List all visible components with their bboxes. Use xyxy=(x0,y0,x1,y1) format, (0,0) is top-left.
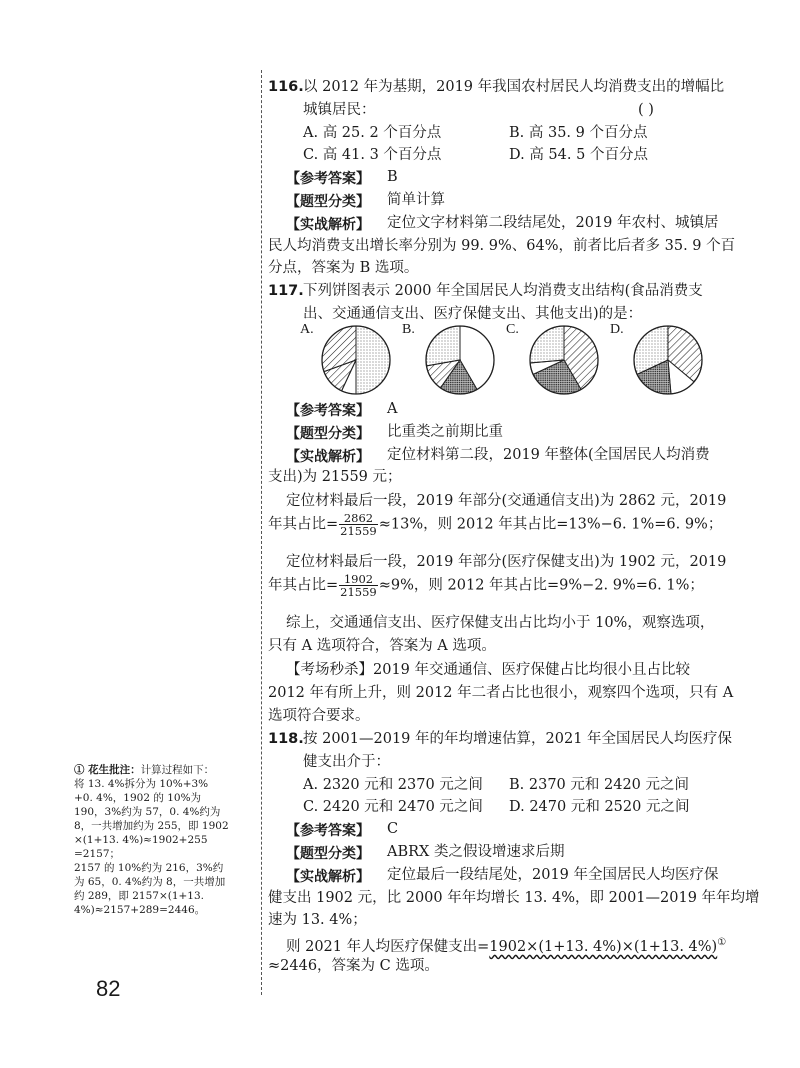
analysis-text: 综上，交通通信支出、医疗保健支出占比均小于 10%，观察选项， xyxy=(286,615,715,631)
analysis-text: 定位材料最后一段，2019 年部分(交通通信支出)为 2862 元，2019 xyxy=(286,493,727,509)
analysis-tag: 【实战解析】 xyxy=(286,449,370,465)
question-stem: 下列饼图表示 2000 年全国居民人均消费支出结构(食品消费支 xyxy=(303,283,703,299)
answer-tag: 【参考答案】 xyxy=(286,403,370,419)
option-a: A. 2320 元和 2370 元之间 xyxy=(303,777,483,793)
pie-chart-d xyxy=(634,326,702,394)
question-stem: 出、交通通信支出、医疗保健支出、其他支出)的是： xyxy=(303,306,643,322)
option-label-a: A. xyxy=(300,322,314,337)
annotation-title: ① 花生批注： xyxy=(74,764,141,776)
annotation-line: ×(1+13. 4%)≈1902+255 xyxy=(74,834,208,846)
question-stem: 城镇居民： xyxy=(303,102,376,118)
question-stem: 按 2001—2019 年的年均增速估算，2021 年全国居民人均医疗保 xyxy=(303,731,733,747)
question-stem: 健支出介于： xyxy=(303,754,390,770)
type-tag: 【题型分类】 xyxy=(286,426,370,442)
fraction-numerator: 1902 xyxy=(339,573,378,586)
analysis-text: 支出)为 21559 元； xyxy=(268,469,402,485)
option-label-b: B. xyxy=(402,322,415,337)
analysis-text: 健支出 1902 元，比 2000 年年均增长 13. 4%，即 2001—2019 年年均增 xyxy=(268,890,760,906)
formula-suffix: ≈9%，则 2012 年其占比=9%−2. 9%=6. 1%； xyxy=(378,577,704,594)
annotation-line: +0. 4%，1902 的 10%为 xyxy=(74,792,202,804)
pie-slice xyxy=(530,326,564,363)
annotation-line: 约 289，即 2157×(1+13. xyxy=(74,890,205,902)
footnote-marker: ① xyxy=(717,937,727,948)
analysis-text: 定位材料第二段，2019 年整体(全国居民人均消费 xyxy=(387,447,710,463)
formula-prefix: 年其占比= xyxy=(268,516,339,533)
annotation-line: 为 65，0. 4%约为 8，一共增加 xyxy=(74,876,226,888)
type-value: 比重类之前期比重 xyxy=(387,424,503,440)
question-number: 116. xyxy=(268,79,304,95)
answer-parenthesis: ( ) xyxy=(638,102,654,118)
calc-prefix: 则 2021 年人均医疗保健支出= xyxy=(286,938,490,955)
analysis-text: 民人均消费支出增长率分别为 99. 9%、64%，前者比后者多 35. 9 个百 xyxy=(268,238,736,254)
answer-tag: 【参考答案】 xyxy=(286,823,370,839)
answer-value: A xyxy=(387,401,398,417)
annotation-line: 190，3%约为 57，0. 4%约为 xyxy=(74,806,221,818)
option-b: B. 高 35. 9 个百分点 xyxy=(509,125,648,141)
quick-tip: 【考场秒杀】2019 年交通通信、医疗保健占比均很小且占比较 xyxy=(286,662,691,678)
fraction-denominator: 21559 xyxy=(340,524,377,538)
pie-chart-b xyxy=(426,326,494,394)
annotation-line: 8，一共增加约为 255，即 1902 xyxy=(74,820,229,832)
side-annotation xyxy=(74,763,256,917)
fraction xyxy=(339,512,378,537)
answer-value: C xyxy=(387,821,399,837)
formula-prefix: 年其占比= xyxy=(268,577,339,594)
fraction xyxy=(339,573,378,598)
option-d: D. 2470 元和 2520 元之间 xyxy=(509,799,690,815)
analysis-text: 定位材料最后一段，2019 年部分(医疗保健支出)为 1902 元，2019 xyxy=(286,554,727,570)
analysis-text: 速为 13. 4%； xyxy=(268,912,367,928)
option-d: D. 高 54. 5 个百分点 xyxy=(509,147,648,163)
answer-value: B xyxy=(387,169,398,185)
fraction-denominator: 21559 xyxy=(340,585,377,599)
annotation-line: =2157； xyxy=(74,848,121,860)
pie-chart-options xyxy=(300,322,720,402)
margin-divider xyxy=(261,70,262,995)
formula-line xyxy=(268,512,722,537)
quick-tip: 选项符合要求。 xyxy=(268,708,370,724)
annotation-line: 2157 的 10%约为 216，3%约 xyxy=(74,862,224,874)
annotation-line: 4%)≈2157+289=2446。 xyxy=(74,904,206,916)
pie-slice xyxy=(426,326,460,366)
calc-expression: 1902×(1+13. 4%)×(1+13. 4%) xyxy=(489,938,718,955)
pie-chart-a xyxy=(322,326,390,394)
option-label-c: C. xyxy=(506,322,519,337)
question-number: 118. xyxy=(268,731,304,747)
annotation-line: 计算过程如下： xyxy=(140,764,215,776)
formula-line xyxy=(268,573,704,598)
option-c: C. 2420 元和 2470 元之间 xyxy=(303,799,483,815)
analysis-text: 分点，答案为 B 选项。 xyxy=(268,260,419,276)
pie-chart-c xyxy=(530,326,598,394)
pie-slice xyxy=(356,326,390,394)
analysis-tag: 【实战解析】 xyxy=(286,217,370,233)
type-value: 简单计算 xyxy=(387,192,445,208)
page-number: 82 xyxy=(96,976,121,1001)
answer-tag: 【参考答案】 xyxy=(286,171,370,187)
fraction-numerator: 2862 xyxy=(339,512,378,525)
analysis-text: 只有 A 选项符合，答案为 A 选项。 xyxy=(268,638,496,654)
annotation-line: 将 13. 4%拆分为 10%+3% xyxy=(74,778,209,790)
formula-suffix: ≈13%，则 2012 年其占比=13%−6. 1%=6. 9%； xyxy=(378,516,723,533)
calc-result: ≈2446，答案为 C 选项。 xyxy=(268,958,439,974)
option-a: A. 高 25. 2 个百分点 xyxy=(303,125,442,141)
type-tag: 【题型分类】 xyxy=(286,846,370,862)
quick-tip: 2012 年有所上升，则 2012 年二者占比也很小，观察四个选项，只有 A xyxy=(268,685,734,701)
question-stem: 以 2012 年为基期，2019 年我国农村居民人均消费支出的增幅比 xyxy=(303,79,725,95)
analysis-text: 定位文字材料第二段结尾处，2019 年农村、城镇居 xyxy=(387,215,719,231)
type-tag: 【题型分类】 xyxy=(286,194,370,210)
option-b: B. 2370 元和 2420 元之间 xyxy=(509,777,690,793)
calculation-line xyxy=(286,933,726,957)
analysis-tag: 【实战解析】 xyxy=(286,869,370,885)
type-value: ABRX 类之假设增速求后期 xyxy=(387,844,565,860)
analysis-text: 定位最后一段结尾处，2019 年全国居民人均医疗保 xyxy=(387,867,719,883)
option-label-d: D. xyxy=(610,322,624,337)
question-number: 117. xyxy=(268,283,304,299)
option-c: C. 高 41. 3 个百分点 xyxy=(303,147,442,163)
